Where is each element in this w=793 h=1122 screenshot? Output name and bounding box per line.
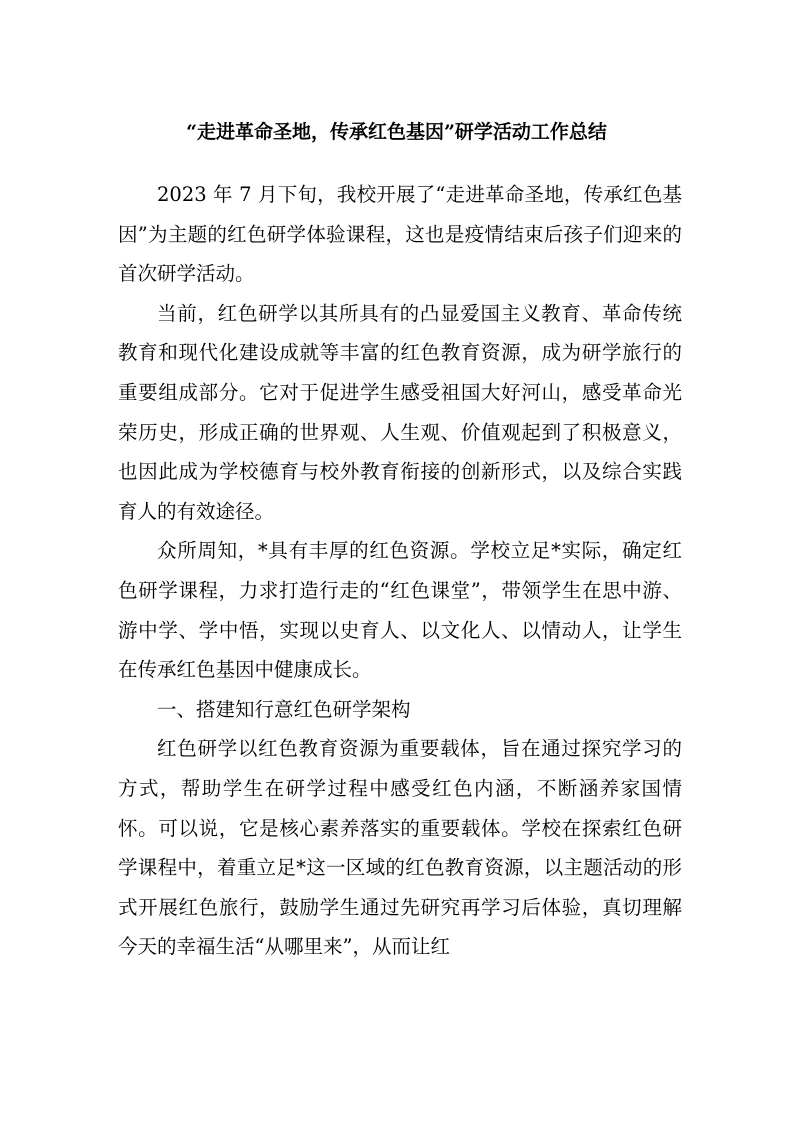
section-heading-1: 一、搭建知行意红色研学架构 [157,697,411,721]
paragraph-school-resources: 众所周知，*具有丰厚的红色资源。学校立足*实际，确定红色研学课程，力求打造行走的“红色课堂”，带领学生在思中游、游中学、学中悟，实现以史育人、以文化人、以情动人，让学生在传承红色基因中健康成长。 [118,539,682,682]
document-title: “走进革命圣地，传承红色基因”研学活动工作总结 [186,121,607,143]
paragraph-intro: 2023 年 7 月下旬，我校开展了“走进革命圣地，传承红色基因”为主题的红色研学体验课程，这也是疫情结束后孩子们迎来的首次研学活动。 [118,183,682,286]
document-body [118,175,682,967]
paragraph-section-1-body: 红色研学以红色教育资源为重要载体，旨在通过探究学习的方式，帮助学生在研学过程中感受红色内涵，不断涵养家国情怀。可以说，它是核心素养落实的重要载体。学校在探索红色研学课程中，着重立足*这一区域的红色教育资源，以主题活动的形式开展红色旅行，鼓励学生通过先研究再学习后体验，真切理解今天的幸福生活“从哪里来”，从而让红 [118,737,682,959]
paragraph-current-status: 当前，红色研学以其所具有的凸显爱国主义教育、革命传统教育和现代化建设成就等丰富的红色教育资源，成为研学旅行的重要组成部分。它对于促进学生感受祖国大好河山，感受革命光荣历史，形成正确的世界观、人生观、价值观起到了积极意义，也因此成为学校德育与校外教育衔接的创新形式，以及综合实践育人的有效途径。 [118,301,682,523]
